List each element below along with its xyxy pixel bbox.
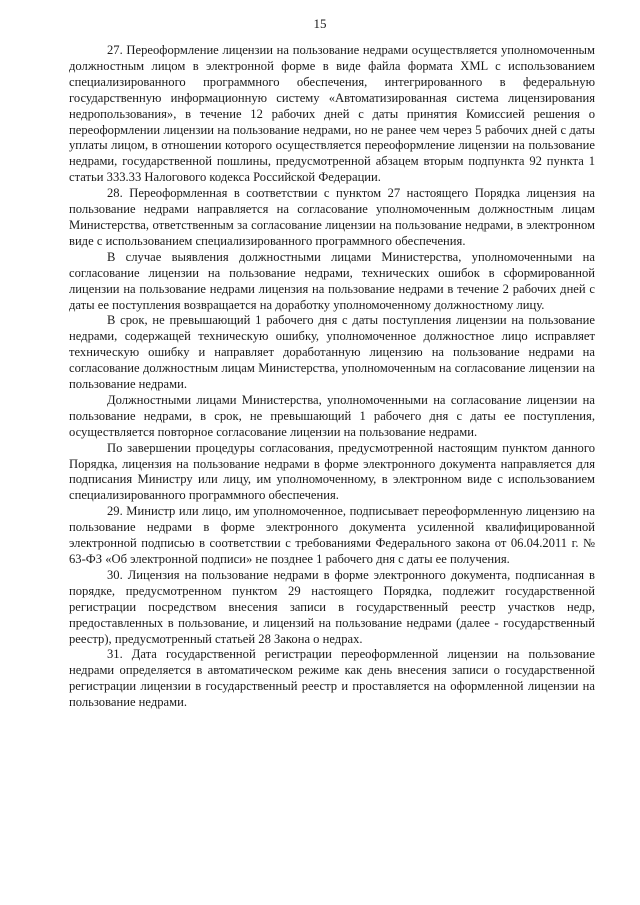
paragraph-28: 28. Переоформленная в соответствии с пунктом 27 настоящего Порядка лицензия на пользование недрами направляется на согласование уполномоченным должностным лицам Министерства, ответственным за согласование лицензии на пользование недрами, в электронном виде с использованием специализированного программного обеспечения. bbox=[69, 186, 595, 248]
document-body bbox=[69, 43, 595, 711]
paragraph-29: 29. Министр или лицо, им уполномоченное, подписывает переоформленную лицензию на пользование недрами в форме электронного документа усиленной квалифицированной электронной подписью в соответствии с требованиями Федерального закона от 06.04.2011 г. № 63-ФЗ «Об электронной подписи» не позднее 1 рабочего дня с даты ее получения. bbox=[69, 504, 595, 566]
page-number: 15 bbox=[313, 16, 327, 31]
paragraph-30: 30. Лицензия на пользование недрами в форме электронного документа, подписанная в порядке, предусмотренном пунктом 29 настоящего Порядка, подлежит государственной регистрации посредством внесения записи в государственный реестр участков недр, предоставленных в пользование, и лицензий на пользование недрами (далее - государственный реестр), предусмотренный статьей 28 Закона о недрах. bbox=[69, 567, 595, 646]
paragraph-28-error-correction: В срок, не превышающий 1 рабочего дня с даты поступления лицензии на пользование недрами, содержащей техническую ошибку, уполномоченное должностное лицо исправляет техническую ошибку и направляет доработанную лицензию на пользование недрами на согласование должностным лицам Министерства, уполномоченным на согласование лицензии на пользование недрами. bbox=[69, 313, 595, 392]
paragraph-31: 31. Дата государственной регистрации переоформленной лицензии на пользование недрами определяется в автоматическом режиме как день внесения записи о государственной регистрации лицензии в государственный реестр и проставляется на оформленной лицензии на пользование недрами. bbox=[69, 647, 595, 710]
paragraph-28-signing-referral: По завершении процедуры согласования, предусмотренной настоящим пунктом данного Порядка, лицензия на пользование недрами в форме электронного документа направляется для подписания Министру или лицу, им уполномоченному, в электронном виде с использованием специализированного программного обеспечения. bbox=[69, 440, 595, 503]
paragraph-28-technical-errors: В случае выявления должностными лицами Министерства, уполномоченными на согласование лицензии на пользование недрами, технических ошибок в сформированной лицензии на пользование недрами лицензия на пользование недрами в течение 2 рабочих дней с даты ее поступления возвращается на доработку уполномоченному должностному лицу. bbox=[69, 249, 595, 312]
paragraph-28-repeat-approval: Должностными лицами Министерства, уполномоченными на согласование лицензии на пользование недрами, в срок, не превышающий 1 рабочего дня с даты ее поступления, осуществляется повторное согласование лицензии на пользование недрами. bbox=[69, 392, 595, 439]
paragraph-27: 27. Переоформление лицензии на пользование недрами осуществляется уполномоченным должностным лицом в электронной форме в виде файла формата XML с использованием специализированного программного обеспечения, интегрированного в федеральную государственную информационную систему «Автоматизированная система лицензирования недропользования», в течение 12 рабочих дней с даты принятия Комиссией решения о переоформлении лицензии на пользование недрами, но не ранее чем через 5 рабочих дней с даты уплаты лицом, в отношении которого осуществляется переоформление лицензии на пользование недрами, государственной пошлины, предусмотренной абзацем вторым подпункта 92 пункта 1 статьи 333.33 Налогового кодекса Российской Федерации. bbox=[69, 43, 595, 185]
